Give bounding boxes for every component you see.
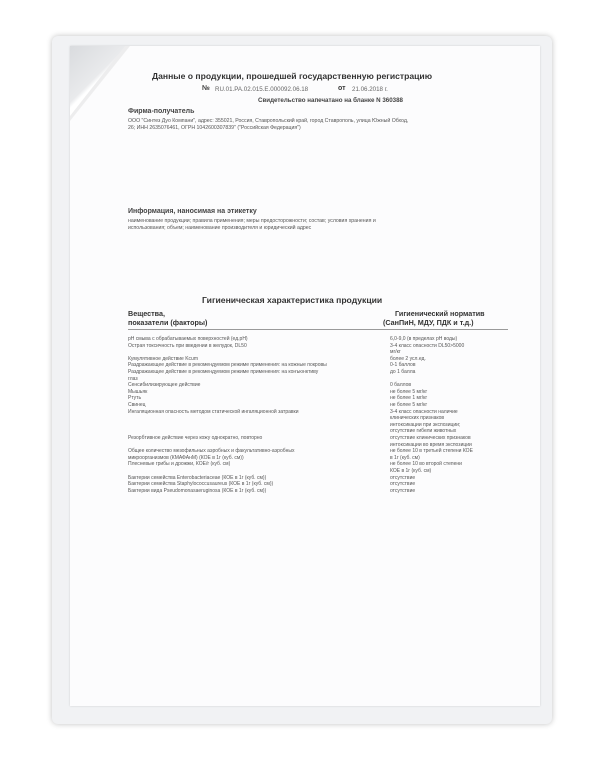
- row-factor: Резорбтивное действие через кожу однократно, повторно: [128, 435, 263, 441]
- row-factor: Ингаляционная опасность методом статической ингаляционной затравки: [128, 408, 299, 415]
- column-norm-line2: (СанПиН, МДУ, ПДК и т.д.): [383, 318, 474, 327]
- column-substances-line2: показатели (факторы): [128, 318, 208, 327]
- row-factor: Острая токсичность при введении в желудок, DL50: [128, 342, 247, 349]
- row-norm: интоксикации при экспозиции;: [390, 421, 461, 428]
- row-factor: глаз: [128, 375, 138, 382]
- row-norm: 3-4 класс опасности DL50>5000: [390, 342, 465, 349]
- row-norm: не более 1 мг/кг: [390, 395, 428, 402]
- row-factor: Сенсибилизирующее действие: [128, 382, 201, 389]
- header-rule: [128, 329, 508, 330]
- row-factor: Бактерии семейства Staphylococcusaureus (КОЕ в 1г (куб. см)): [128, 481, 274, 488]
- row-factor: pH смыва с обрабатываемых поверхностей (ед.pH): [128, 336, 248, 342]
- label-info-line-2: использования; объем; наименование производителя и юридический адрес: [128, 225, 312, 231]
- row-norm: не более 10 во второй степени: [390, 461, 462, 468]
- certificate-date: 21.06.2018 г.: [352, 86, 388, 93]
- row-factor: Свинец: [128, 402, 146, 408]
- row-factor: Кумулятивное действие Kcum: [128, 355, 198, 362]
- row-factor: микроорганизмов (КМАФАнМ) (КОЕ в 1г (куб. см)): [128, 454, 244, 461]
- doc-title: Данные о продукции, прошедшей государственную регистрацию: [152, 71, 433, 81]
- row-norm: отсутствие клинических признаков: [390, 435, 471, 441]
- row-norm: отсутствие: [390, 481, 416, 488]
- recipient-line-2: 26; ИНН 2635076461, ОГРН 1042600307839" ("Российская Федерация"): [128, 125, 301, 131]
- label-info-line-1: наименование продукции; правила применения; меры предосторожности; состав; условия хранения и: [128, 218, 376, 224]
- label-info-heading: Информация, наносимая на этикетку: [128, 208, 257, 215]
- row-factor: Ртуть: [128, 395, 142, 402]
- row-norm: интоксикации во время экспозиции: [390, 441, 472, 448]
- row-factor: Плесневые грибы и дрожжи, КОЕ/г (куб. см): [128, 461, 231, 468]
- row-factor: Раздражающее действие в рекомендуемом режиме применения: на кожные покровы: [128, 362, 327, 369]
- row-norm: клинических признаков: [390, 415, 445, 422]
- row-norm: КОЕ в 1г (куб. см): [390, 468, 432, 474]
- blank-note: Свидетельство напечатано на бланке N 360388: [258, 97, 403, 104]
- row-norm: более 2 усл.ед.: [390, 355, 426, 362]
- row-norm: до 1 балла: [390, 369, 416, 375]
- row-factor: Мышьяк: [128, 388, 148, 395]
- recipient-heading: Фирма-получатель: [128, 108, 195, 115]
- row-norm: не более 5 мг/кг: [390, 388, 428, 395]
- date-label: от: [338, 85, 346, 92]
- row-factor: Общее количество мезофильных аэробных и факультативно-аэробных: [128, 448, 295, 455]
- row-norm: отсутствие гибели животных: [390, 428, 457, 435]
- column-substances-line1: Вещества,: [128, 309, 165, 318]
- row-norm: отсутствие: [390, 474, 416, 481]
- row-factor: Бактерии семейства Enterobacteriaceae (КОЕ в 1г (куб. см)): [128, 474, 267, 481]
- number-label: №: [202, 85, 210, 92]
- row-norm: не более 5 мг/кг: [390, 402, 428, 408]
- row-norm: 0 баллов: [390, 382, 412, 389]
- certificate-number: RU.01.PA.02.015.E.000092.06.18: [215, 86, 309, 93]
- row-norm: отсутствие: [390, 487, 416, 494]
- row-norm: не более 10 в третьей степени КОЕ: [390, 448, 473, 455]
- row-factor: Бактерии вида Pseudomonasaeruginosa (КОЕ в 1г (куб. см)): [128, 487, 267, 494]
- hygiene-heading: Гигиеническая характеристика продукции: [202, 295, 383, 305]
- column-norm-line1: Гигиенический норматив: [395, 309, 485, 318]
- row-norm: в 1г (куб. см): [390, 454, 420, 461]
- row-norm: 3-4 класс опасности наличие: [390, 408, 458, 415]
- row-factor: Раздражающее действие в рекомендуемом режиме применения: на конъюнктиву: [128, 369, 319, 375]
- document-sheet: [70, 46, 540, 706]
- row-norm: 0-1 баллов: [390, 362, 416, 369]
- row-norm: мг/кг: [390, 349, 401, 356]
- row-norm: 6,0-9,0 (в пределах pH воды): [390, 336, 458, 342]
- recipient-line-1: ООО "Синтез Дуо Компани", адрес: 355021, Россия, Ставропольский край, город Ставрополь, улица Южный Обход,: [128, 118, 409, 124]
